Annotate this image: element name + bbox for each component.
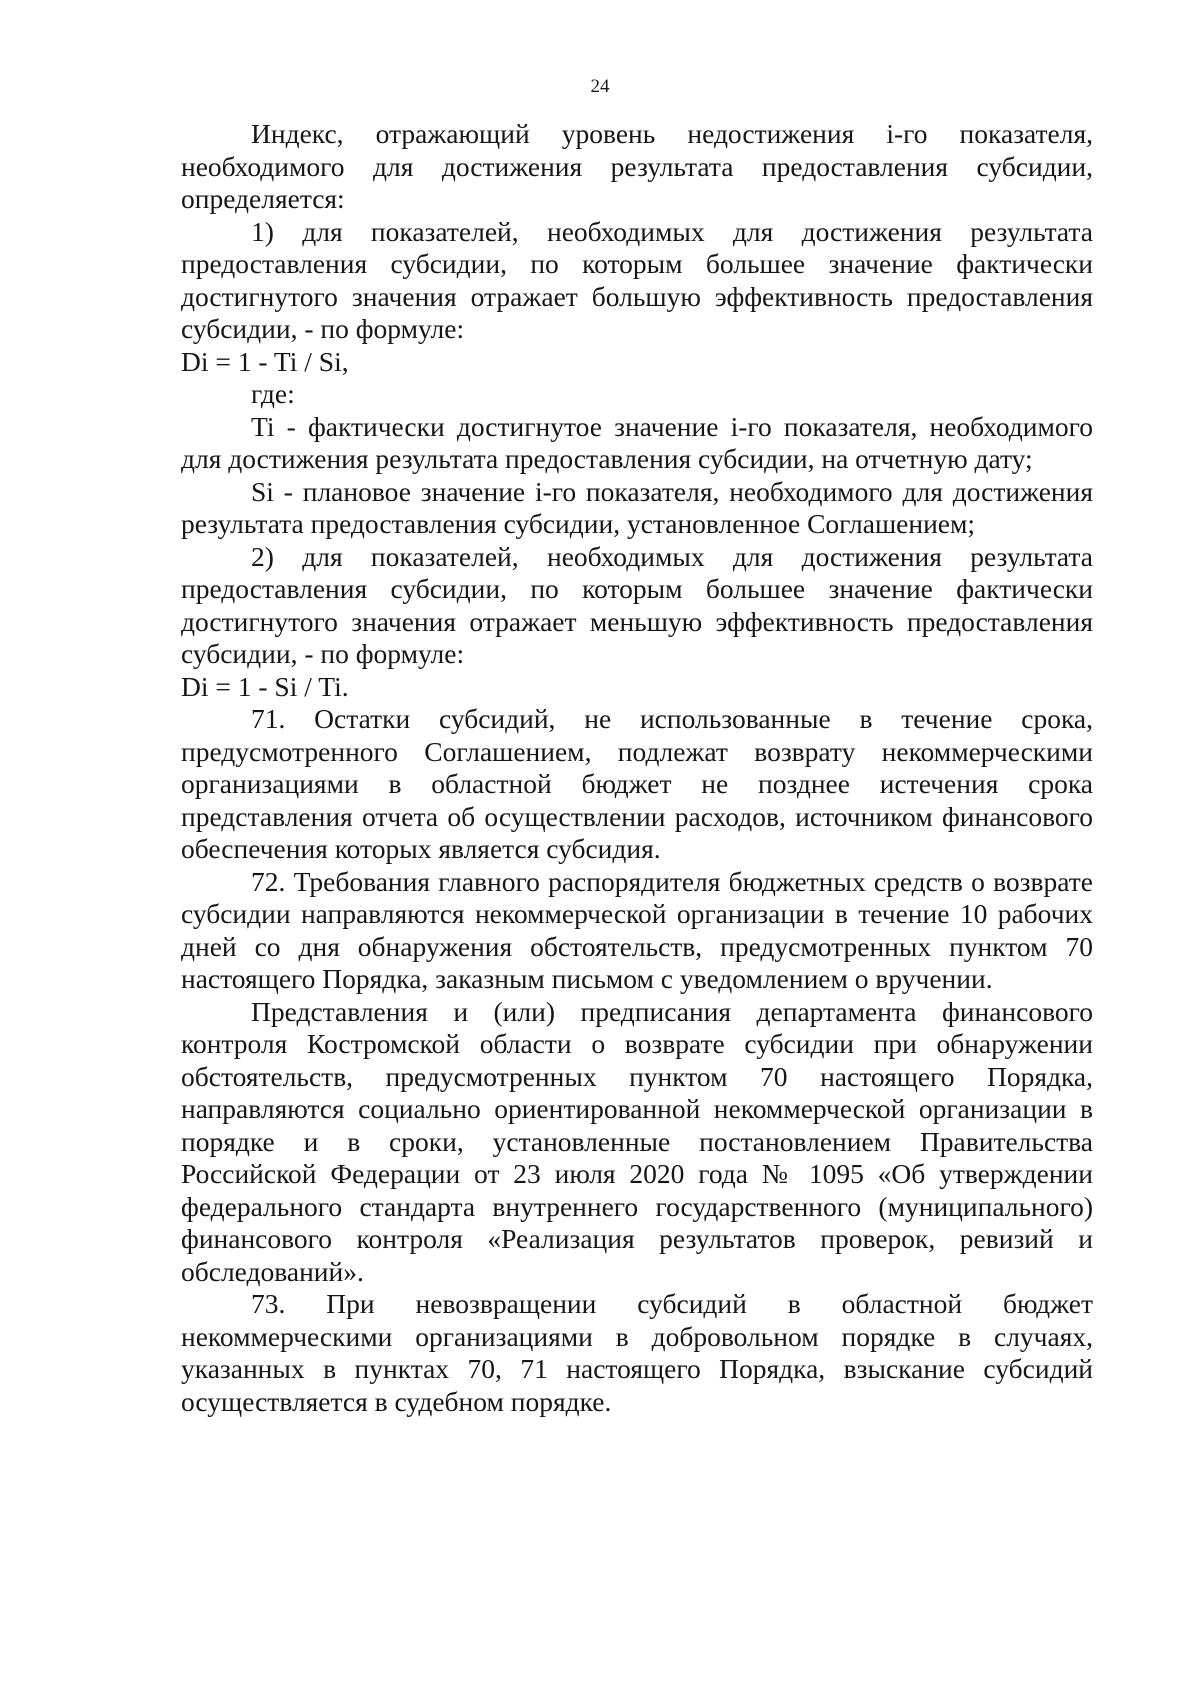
paragraph-case-1: 1) для показателей, необходимых для достижения результата предоставления субсидии, по которым большее значение фактически достигнутого значения отражает большую эффективность предоставления субсидии, - по формуле: bbox=[181, 215, 1093, 344]
page-number: 24 bbox=[590, 76, 610, 97]
paragraph-where: где: bbox=[251, 378, 295, 409]
paragraph-ti-definition: Ti - фактически достигнутое значение i-го показателя, необходимого для достижения результата предоставления субсидии, на отчетную дату; bbox=[181, 410, 1093, 474]
paragraph-73: 73. При невозвращении субсидий в областной бюджет некоммерческими организациями в добровольном порядке в случаях, указанных в пунктах 70, 71 настоящего Порядка, взыскание субсидий осуществляется в судебном порядке. bbox=[181, 1288, 1093, 1417]
paragraph-si-definition: Si - плановое значение i-го показателя, необходимого для достижения результата предоставления субсидии, установленное Соглашением; bbox=[181, 475, 1093, 539]
paragraph-case-2: 2) для показателей, необходимых для достижения результата предоставления субсидии, по которым большее значение фактически достигнутого значения отражает меньшую эффективность предоставления субсидии, - по формуле: bbox=[181, 540, 1093, 669]
formula-1: Di = 1 - Ti / Si, bbox=[181, 345, 349, 377]
formula-2: Di = 1 - Si / Ti. bbox=[181, 670, 349, 702]
paragraph-index-definition: Индекс, отражающий уровень недостижения i-го показателя, необходимого для достижения результата предоставления субсидии, определяется: bbox=[181, 118, 1093, 214]
paragraph-72-continued: Представления и (или) предписания департамента финансового контроля Костромской области о возврате субсидии при обнаружении обстоятельств, предусмотренных пунктом 70 настоящего Порядка, направляются социально ориентированной некоммерческой организации в порядке и в сроки, установленные постановлением Правительства Российской Федерации от 23 июля 2020 года № 1095 «Об утверждении федерального стандарта внутреннего государственного (муниципального) финансового контроля «Реализация результатов проверок, ревизий и обследований». bbox=[181, 995, 1093, 1287]
document-body bbox=[181, 118, 1093, 1418]
paragraph-72: 72. Требования главного распорядителя бюджетных средств о возврате субсидии направляются некоммерческой организации в течение 10 рабочих дней со дня обнаружения обстоятельств, предусмотренных пунктом 70 настоящего Порядка, заказным письмом с уведомлением о вручении. bbox=[181, 865, 1093, 994]
paragraph-71: 71. Остатки субсидий, не использованные в течение срока, предусмотренного Соглашением, подлежат возврату некоммерческими организациями в областной бюджет не позднее истечения срока представления отчета об осуществлении расходов, источником финансового обеспечения которых является субсидия. bbox=[181, 703, 1093, 864]
